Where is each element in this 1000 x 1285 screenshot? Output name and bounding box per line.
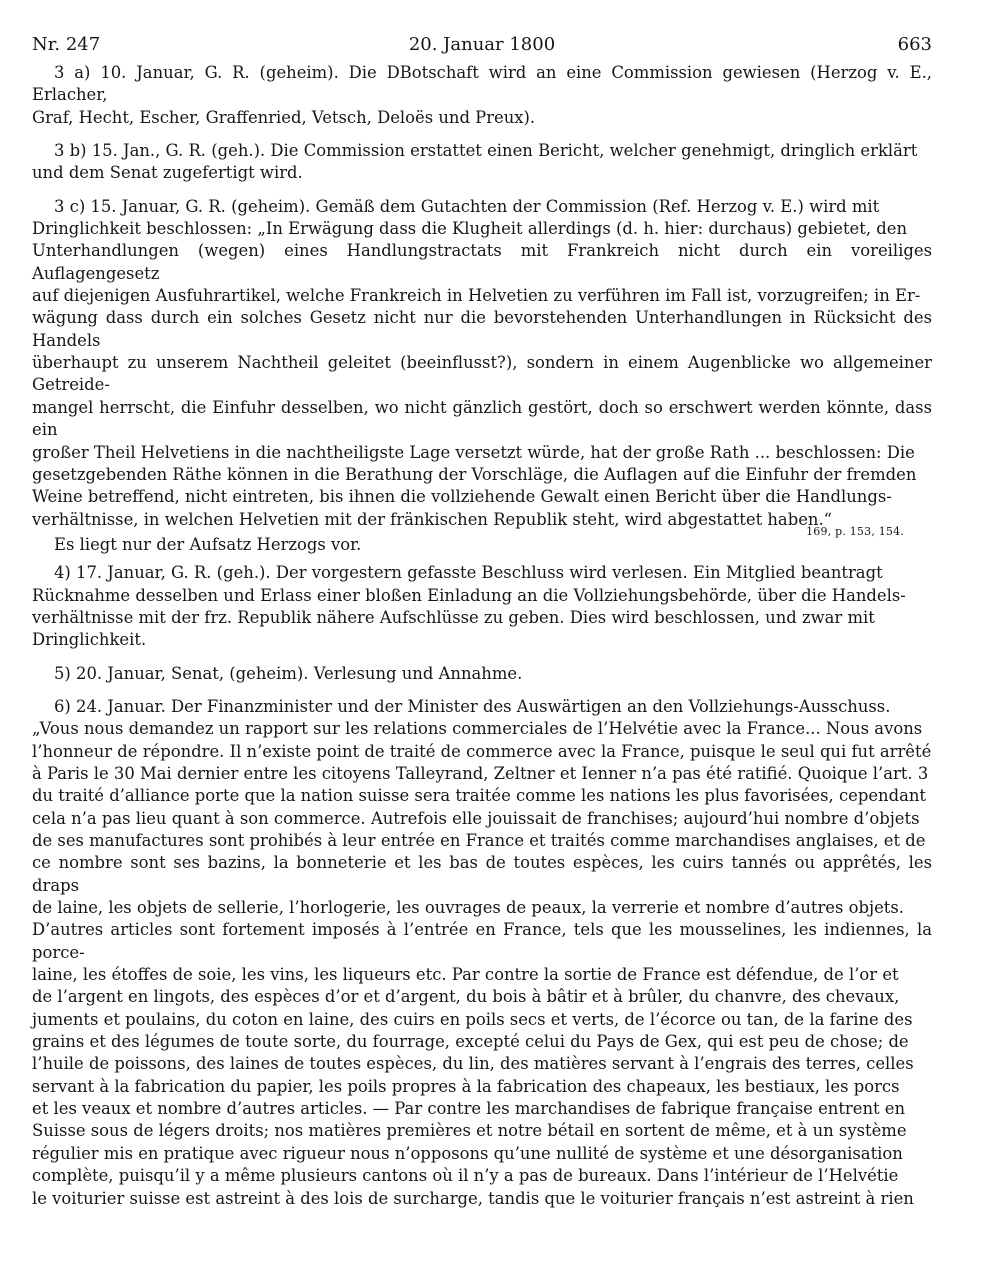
entry-3a <box>32 62 932 129</box>
paragraph-spacer <box>32 185 932 196</box>
entries-container <box>32 62 932 1210</box>
text-line: de laine, les objets de sellerie, l’horlogerie, les ouvrages de peaux, la verrerie et nombre d’autres objets. <box>32 898 904 918</box>
text-line: juments et poulains, du coton en laine, des cuirs en poils secs et verts, de l’écorce ou tan, de la farine des <box>32 1009 913 1029</box>
text-line: gesetzgebenden Räthe können in die Berathung der Vorschläge, die Auflagen auf die Einfuhr der fremden <box>32 464 917 484</box>
text-line: de ses manufactures sont prohibés à leur entrée en France et traités comme marchandises anglaises, et de <box>32 831 926 850</box>
text-line: 3 a) 10. Januar, G. R. (geheim). Die DBotschaft wird an eine Commission gewiesen (Herzog v. E., Erlacher, <box>32 63 932 105</box>
paragraph-spacer <box>32 652 932 663</box>
text-line: großer Theil Helvetiens in die nachtheiligste Lage versetzt würde, hat der große Rath ... beschlossen: Die <box>32 442 915 462</box>
text-line: l’huile de poissons, des laines de toutes espèces, du lin, des matières servant à l’engrais des terres, celles <box>32 1054 914 1074</box>
page-number: 663 <box>897 34 932 55</box>
text-line: mangel herrscht, die Einfuhr desselben, wo nicht gänzlich gestört, doch so erschwert werden könnte, dass ein <box>32 397 932 440</box>
text-line: cela n’a pas lieu quant à son commerce. Autrefois elle jouissait de franchises; aujourd’hui nombre d’objets <box>32 808 920 828</box>
text-line: et les veaux et nombre d’autres articles. — Par contre les marchandises de fabrique française entrent en <box>32 1099 906 1119</box>
text-line: servant à la fabrication du papier, les poils propres à la fabrication des chapeaux, les bestiaux, les porcs <box>32 1076 900 1096</box>
text-line: Graf, Hecht, Escher, Graffenried, Vetsch, Deloës und Preux). <box>32 107 536 127</box>
entry-3b <box>32 140 932 185</box>
text-line: 3 b) 15. Jan., G. R. (geh.). Die Commission erstattet einen Bericht, welcher genehmigt, dringlich erklärt <box>54 141 918 161</box>
text-line: 4) 17. Januar, G. R. (geh.). Der vorgestern gefasste Beschluss wird verlesen. Ein Mitglied beantragt <box>54 563 883 583</box>
text-line: complète, puisqu’il y a même plusieurs cantons où il n’y a pas de bureaux. Dans l’intérieur de l’Helvétie <box>32 1166 899 1186</box>
running-header <box>32 34 932 62</box>
document-number: Nr. 247 <box>32 34 101 55</box>
entry-5 <box>32 663 932 685</box>
text-line: überhaupt zu unserem Nachtheil geleitet (beeinflusst?), sondern in einem Augenblicke wo allgemeiner Getreide- <box>32 353 932 395</box>
paragraph-spacer <box>32 129 932 140</box>
text-line: wägung dass durch ein solches Gesetz nicht nur die bevorstehenden Unterhandlungen in Rücksicht des Handels <box>32 308 932 350</box>
text-line: Dringlichkeit. <box>32 630 147 650</box>
text-line: D’autres articles sont fortement imposés à l’entrée en France, tels que les mousselines, les indiennes, la porce- <box>32 920 932 962</box>
text-line: de l’argent en lingots, des espèces d’or et d’argent, du bois à bâtir et à brûler, du chanvre, des chevaux, <box>32 987 900 1007</box>
entry-4 <box>32 562 932 651</box>
entry-6 <box>32 696 932 1210</box>
text-line: verhältnisse, in welchen Helvetien mit der fränkischen Republik steht, wird abgestattet haben.“ <box>32 509 833 529</box>
header-date: 20. Januar 1800 <box>408 34 556 55</box>
text-line: Weine betreffend, nicht eintreten, bis ihnen die vollziehende Gewalt einen Bericht über die Handlungs- <box>32 487 892 507</box>
text-line: régulier mis en pratique avec rigueur nous n’opposons qu’une nullité de système et une désorganisation <box>32 1143 903 1163</box>
paragraph-spacer <box>32 685 932 696</box>
text-line: Rücknahme desselben und Erlass einer bloßen Einladung an die Vollziehungsbehörde, über die Handels- <box>32 585 906 605</box>
text-line: Dringlichkeit beschlossen: „In Erwägung dass die Klugheit allerdings (d. h. hier: durchaus) gebietet, den <box>32 219 908 239</box>
text-line: 3 c) 15. Januar, G. R. (geheim). Gemäß dem Gutachten der Commission (Ref. Herzog v. E.) wird mit <box>54 196 880 216</box>
text-line: 5) 20. Januar, Senat, (geheim). Verlesung und Annahme. <box>54 663 523 683</box>
text-line: Unterhandlungen (wegen) eines Handlungstractats mit Frankreich nicht durch ein voreiliges Auflagengesetz <box>32 241 932 283</box>
editorial-note: Es liegt nur der Aufsatz Herzogs vor. <box>54 534 362 554</box>
document-page <box>32 34 932 1210</box>
text-line: auf diejenigen Ausfuhrartikel, welche Frankreich in Helvetien zu verführen im Fall ist, vorzugreifen; in Er- <box>32 286 921 306</box>
text-line: ce nombre sont ses bazins, la bonneterie et les bas de toutes espèces, les cuirs tannés ou apprêtés, les draps <box>32 853 932 895</box>
text-line: du traité d’alliance porte que la nation suisse sera traitée comme les nations les plus favorisées, cependant <box>32 786 926 806</box>
source-reference: 169, p. 153, 154. <box>806 524 904 538</box>
text-line: à Paris le 30 Mai dernier entre les citoyens Talleyrand, Zeltner et Ienner n’a pas été ratifié. Quoique l’art. 3 <box>32 763 929 783</box>
text-line: grains et des légumes de toute sorte, du fourrage, excepté celui du Pays de Gex, qui est peu de chose; de <box>32 1032 909 1052</box>
text-line: Suisse sous de légers droits; nos matières premières et notre bétail en sortent de même, et à un système <box>32 1121 907 1141</box>
text-line: 6) 24. Januar. Der Finanzminister und der Minister des Auswärtigen an den Vollziehungs-Ausschuss. <box>54 696 891 716</box>
text-line: le voiturier suisse est astreint à des lois de surcharge, tandis que le voiturier français n’est astreint à rien <box>32 1188 914 1208</box>
text-line: laine, les étoffes de soie, les vins, les liqueurs etc. Par contre la sortie de France est défendue, de l’or et <box>32 965 899 985</box>
text-line: und dem Senat zugefertigt wird. <box>32 163 303 183</box>
entry-3c <box>32 196 932 531</box>
text-line: l’honneur de répondre. Il n’existe point de traité de commerce avec la France, puisque le seul qui fut arrêté <box>32 741 932 761</box>
text-line: „Vous nous demandez un rapport sur les relations commerciales de l’Helvétie avec la France... Nous avons <box>32 719 923 739</box>
text-line: verhältnisse mit der frz. Republik nähere Aufschlüsse zu geben. Dies wird beschlossen, und zwar mit <box>32 607 875 627</box>
